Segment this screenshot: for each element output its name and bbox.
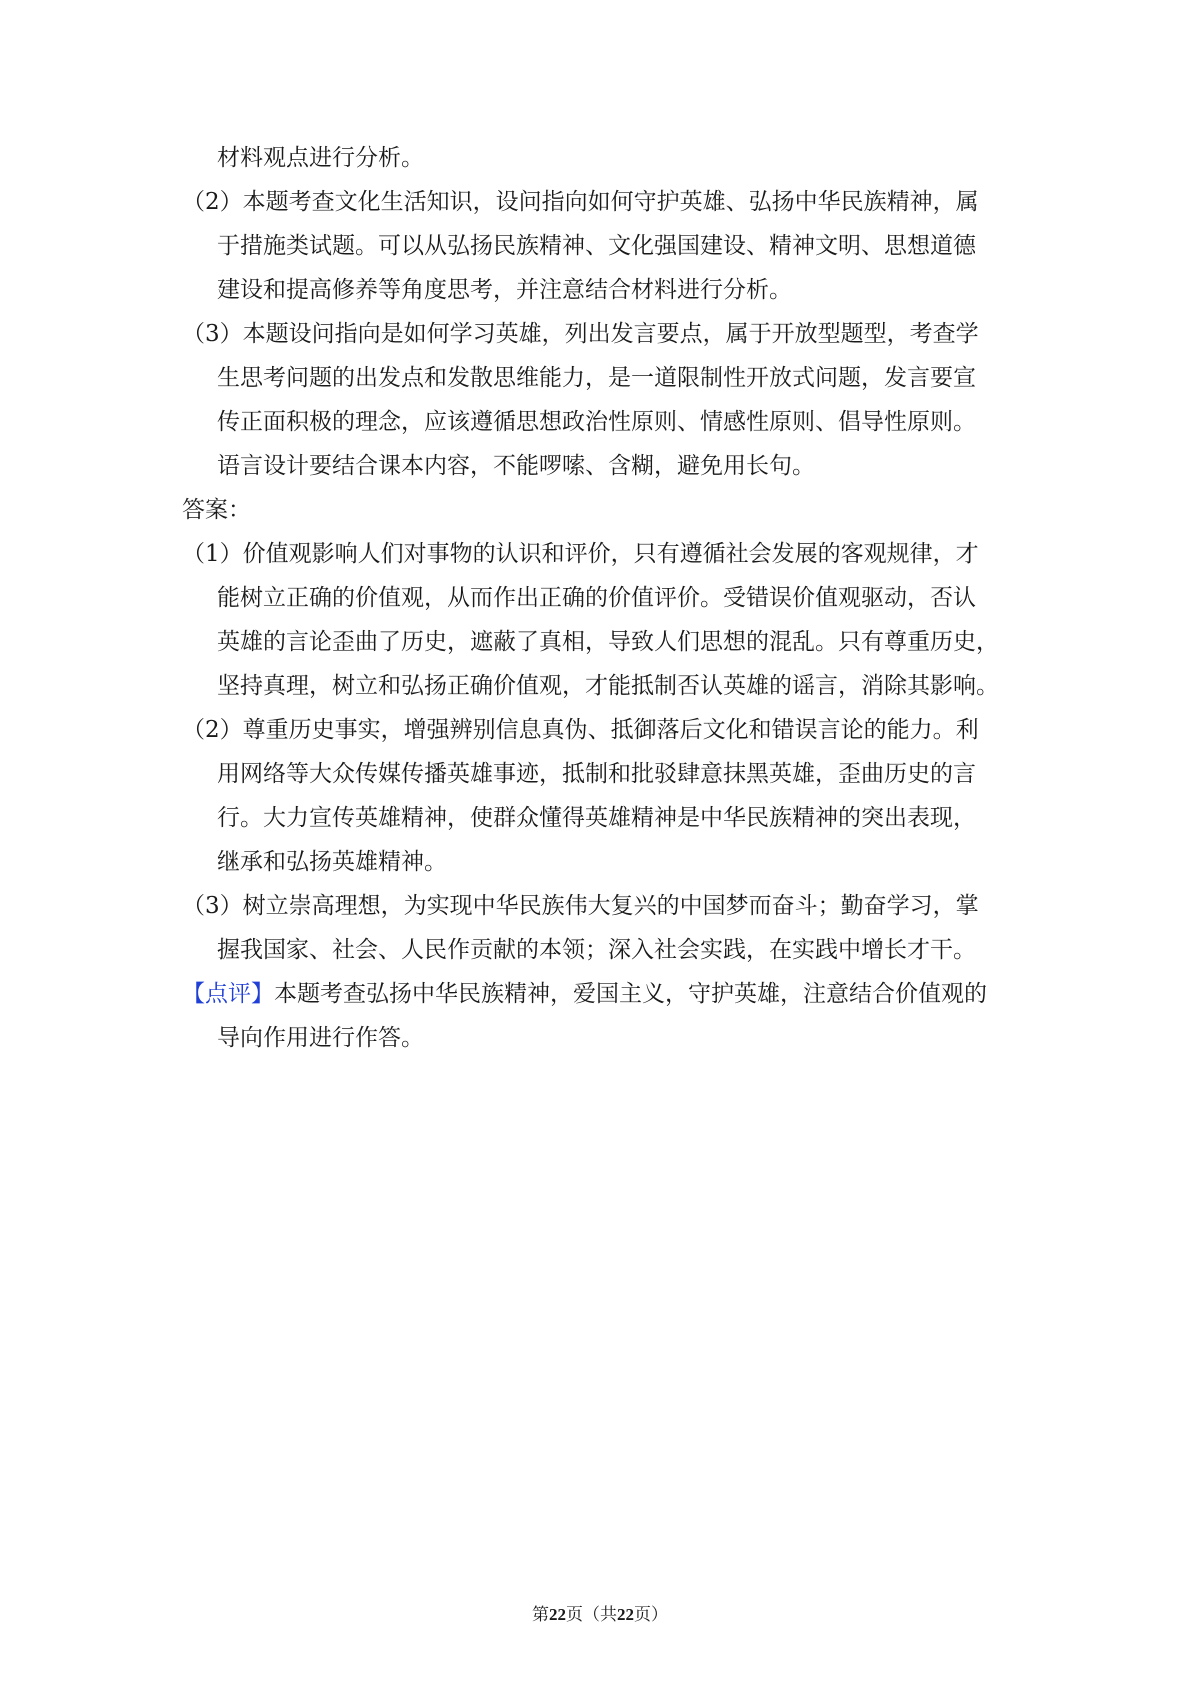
analysis-item-2-line: 建设和提高修养等角度思考，并注意结合材料进行分析。 <box>217 277 792 303</box>
answer-item-2-line: （2）尊重历史事实，增强辨别信息真伪、抵御落后文化和错误言论的能力。利 <box>182 717 979 743</box>
comment-block <box>182 978 1020 1055</box>
answer-item-1 <box>182 538 1020 703</box>
analysis-item-3 <box>182 318 1020 483</box>
answer-item-1-line: 坚持真理，树立和弘扬正确价值观，才能抵制否认英雄的谣言，消除其影响。 <box>217 673 999 699</box>
total-pages: 22 <box>617 1605 634 1624</box>
analysis-item-2-line: 于措施类试题。可以从弘扬民族精神、文化强国建设、精神文明、思想道德 <box>217 233 976 259</box>
answer-item-1-line: 能树立正确的价值观，从而作出正确的价值评价。受错误价值观驱动，否认 <box>217 585 976 611</box>
analysis-item-3-line: 传正面积极的理念，应该遵循思想政治性原则、情感性原则、倡导性原则。 <box>217 409 976 435</box>
answer-item-3 <box>182 890 1020 967</box>
answer-item-1-line: 英雄的言论歪曲了历史，遮蔽了真相，导致人们思想的混乱。只有尊重历史， <box>217 629 999 655</box>
answer-item-2-line: 用网络等大众传媒传播英雄事迹，抵制和批驳肆意抹黑英雄，歪曲历史的言 <box>217 761 976 787</box>
comment-label: 【点评】 <box>182 981 274 1007</box>
comment-text: 本题考查弘扬中华民族精神，爱国主义，守护英雄，注意结合价值观的 <box>274 981 987 1007</box>
footer-prefix: 第 <box>532 1605 549 1625</box>
analysis-item-3-line: （3）本题设问指向是如何学习英雄，列出发言要点，属于开放型题型，考查学 <box>182 321 979 347</box>
answer-item-3-line: 握我国家、社会、人民作贡献的本领；深入社会实践，在实践中增长才干。 <box>217 937 976 963</box>
answer-item-2-line: 行。大力宣传英雄精神，使群众懂得英雄精神是中华民族精神的突出表现， <box>217 805 976 831</box>
comment-line <box>182 978 1020 1011</box>
page-content <box>182 142 1020 1066</box>
analysis-item-2 <box>182 186 1020 307</box>
analysis-item-3-line: 语言设计要结合课本内容，不能啰嗦、含糊，避免用长句。 <box>217 453 815 479</box>
page-number: 22 <box>549 1605 566 1624</box>
answer-item-3-line: （3）树立崇高理想，为实现中华民族伟大复兴的中国梦而奋斗；勤奋学习，掌 <box>182 893 979 919</box>
page-footer <box>0 1604 1200 1626</box>
analysis-item-2-line: （2）本题考查文化生活知识，设问指向如何守护英雄、弘扬中华民族精神，属 <box>182 189 979 215</box>
answer-item-1-line: （1）价值观影响人们对事物的认识和评价，只有遵循社会发展的客观规律，才 <box>182 541 979 567</box>
answer-item-2-line: 继承和弘扬英雄精神。 <box>217 849 447 875</box>
analysis-item-3-line: 生思考问题的出发点和发散思维能力，是一道限制性开放式问题，发言要宣 <box>217 365 976 391</box>
footer-middle: 页（共 <box>566 1605 617 1625</box>
footer-suffix: 页） <box>634 1605 668 1625</box>
analysis-continuation: 材料观点进行分析。 <box>217 145 424 171</box>
answer-heading: 答案： <box>182 497 251 523</box>
comment-line: 导向作用进行作答。 <box>217 1025 424 1051</box>
answer-item-2 <box>182 714 1020 879</box>
